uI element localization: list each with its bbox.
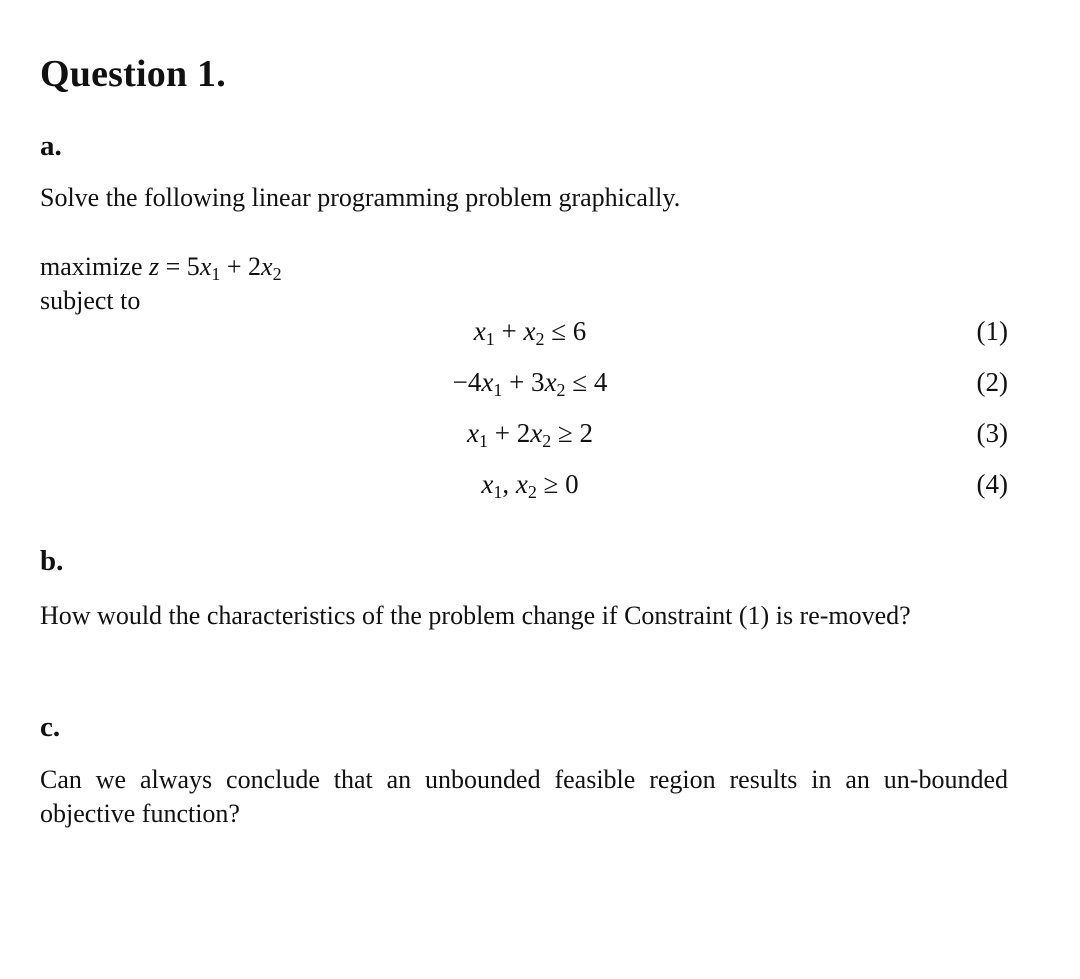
question-title: Question 1. [40,53,226,95]
constraint-2-number: (2) [976,367,1008,397]
part-b-label: b. [40,545,64,577]
constraint-3-sub1: 1 [478,431,488,451]
constraint-3-rhs: ≥ 2 [551,418,594,448]
objective-keyword: maximize [40,252,143,281]
subject-to-label: subject to [40,286,141,315]
part-a-label: a. [40,130,62,162]
constraint-4 [330,469,730,500]
constraint-2-x2: x [544,367,557,397]
constraint-2-sub2: 2 [556,380,566,400]
objective-mid: + 2 [220,252,262,281]
objective-x2: x [261,252,273,281]
constraint-4-number: (4) [976,469,1008,499]
part-c-label: c. [40,711,61,743]
constraint-4-rhs: ≥ 0 [536,469,579,499]
constraint-4-mid: , [502,469,516,499]
part-b-text: How would the characteristics of the problem change if Constraint (1) is re-moved? [40,601,911,630]
constraint-2-rhs: ≤ 4 [565,367,608,397]
objective-rel: = 5 [159,252,200,281]
constraint-1-sub1: 1 [485,329,495,349]
constraint-2-x1: x [481,367,494,397]
objective-variable: z [149,252,160,281]
constraint-3-sub2: 2 [542,431,552,451]
constraint-4-x1: x [481,469,494,499]
constraint-3 [330,418,730,449]
constraint-1-x2: x [523,316,536,346]
constraint-2-lead: −4 [452,367,482,397]
constraint-4-sub1: 1 [493,482,503,502]
constraint-4-sub2: 2 [527,482,537,502]
constraint-2-mid: + 3 [502,367,545,397]
constraint-3-mid: + 2 [487,418,531,448]
objective-sub1: 1 [211,264,221,284]
constraint-2 [330,367,730,398]
constraint-3-x1: x [466,418,479,448]
constraint-1-number: (1) [976,316,1008,346]
constraint-3-x2: x [530,418,543,448]
constraint-1-sub2: 2 [535,329,545,349]
constraint-1 [330,316,730,347]
constraint-2-sub1: 1 [493,380,503,400]
constraint-3-number: (3) [976,418,1008,448]
part-c-text: Can we always conclude that an unbounded feasible region results in an un-bounded objective function? [40,765,1008,828]
objective-function [40,250,282,284]
objective-sub2: 2 [272,264,282,284]
constraint-1-mid: + [494,316,524,346]
constraint-1-rhs: ≤ 6 [544,316,587,346]
constraint-4-x2: x [515,469,528,499]
constraint-1-x1: x [473,316,486,346]
part-a-instruction: Solve the following linear programming problem graphically. [40,183,681,212]
objective-x1: x [199,252,212,281]
